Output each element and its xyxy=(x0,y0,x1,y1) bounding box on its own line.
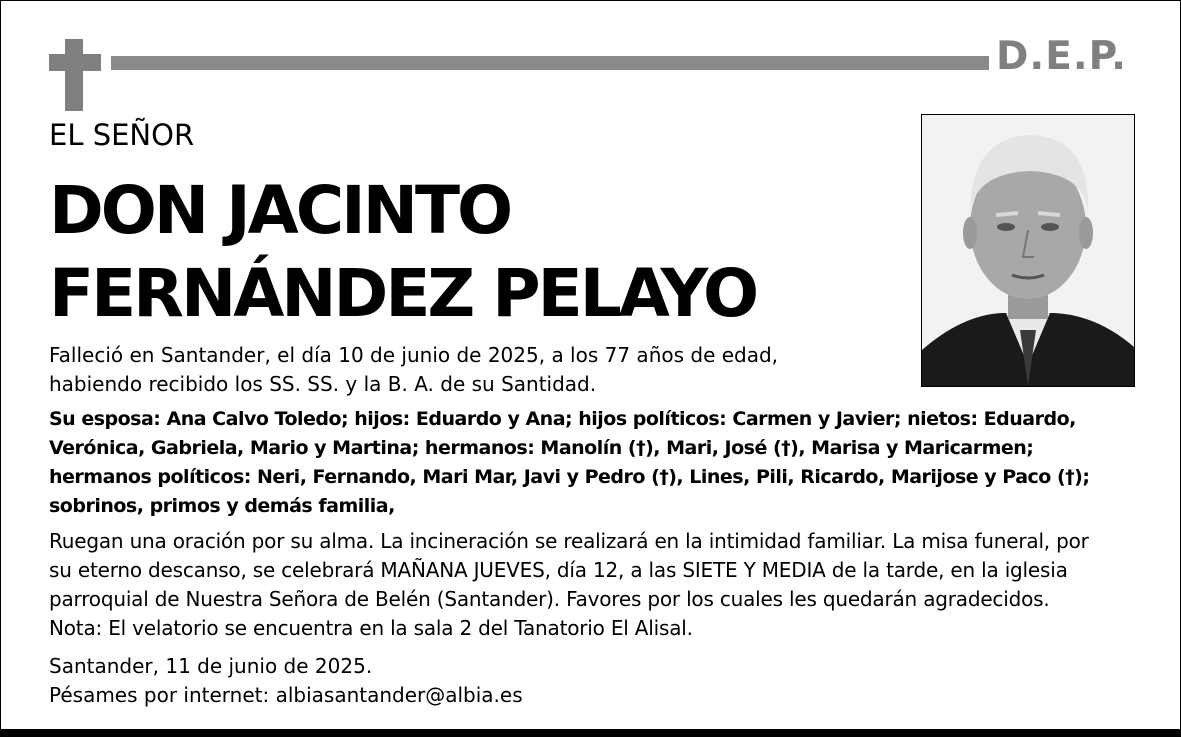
service-notice xyxy=(49,527,1149,643)
portrait-photo xyxy=(921,114,1135,387)
service-line-3: parroquial de Nuestra Señora de Belén (Santander). Favores por los cuales les quedarán agradecidos. xyxy=(49,587,1050,611)
service-line-4: Nota: El velatorio se encuentra en la sala 2 del Tanatorio El Alisal. xyxy=(49,616,693,640)
death-line-2: habiendo recibido los SS. SS. y la B. A. de su Santidad. xyxy=(49,372,597,396)
death-notice xyxy=(49,341,809,399)
bottom-rule xyxy=(1,729,1180,736)
service-line-2: su eterno descanso, se celebrará MAÑANA JUEVES, día 12, a las SIETE Y MEDIA de la tarde, en la iglesia xyxy=(49,558,1068,582)
header-rule xyxy=(111,56,989,70)
family-line-2: Verónica, Gabriela, Mario y Martina; hermanos: Manolín (†), Mari, José (†), Marisa y Maricarmen; xyxy=(49,437,1034,459)
cross-icon xyxy=(49,39,101,111)
death-line-1: Falleció en Santander, el día 10 de junio de 2025, a los 77 años de edad, xyxy=(49,343,779,367)
family-line-4: sobrinos, primos y demás familia, xyxy=(49,495,395,517)
name-line-2: FERNÁNDEZ PELAYO xyxy=(49,255,757,332)
service-line-1: Ruegan una oración por su alma. La incineración se realizará en la intimidad familiar. La misa funeral, por xyxy=(49,529,1089,553)
family-line-1: Su esposa: Ana Calvo Toledo; hijos: Eduardo y Ana; hijos políticos: Carmen y Javier; nietos: Eduardo, xyxy=(49,408,1076,430)
condolences-line: Pésames por internet: albiasantander@albia.es xyxy=(49,683,523,707)
family-line-3: hermanos políticos: Neri, Fernando, Mari Mar, Javi y Pedro (†), Lines, Pili, Ricardo, Marijose y Paco (†); xyxy=(49,466,1090,488)
place-date: Santander, 11 de junio de 2025. xyxy=(49,654,373,678)
honorific: EL SEÑOR xyxy=(49,118,195,152)
deceased-name xyxy=(49,169,756,335)
dep-heading: D.E.P. xyxy=(996,34,1127,79)
family-list xyxy=(49,405,1139,521)
name-line-1: DON JACINTO xyxy=(49,172,511,249)
